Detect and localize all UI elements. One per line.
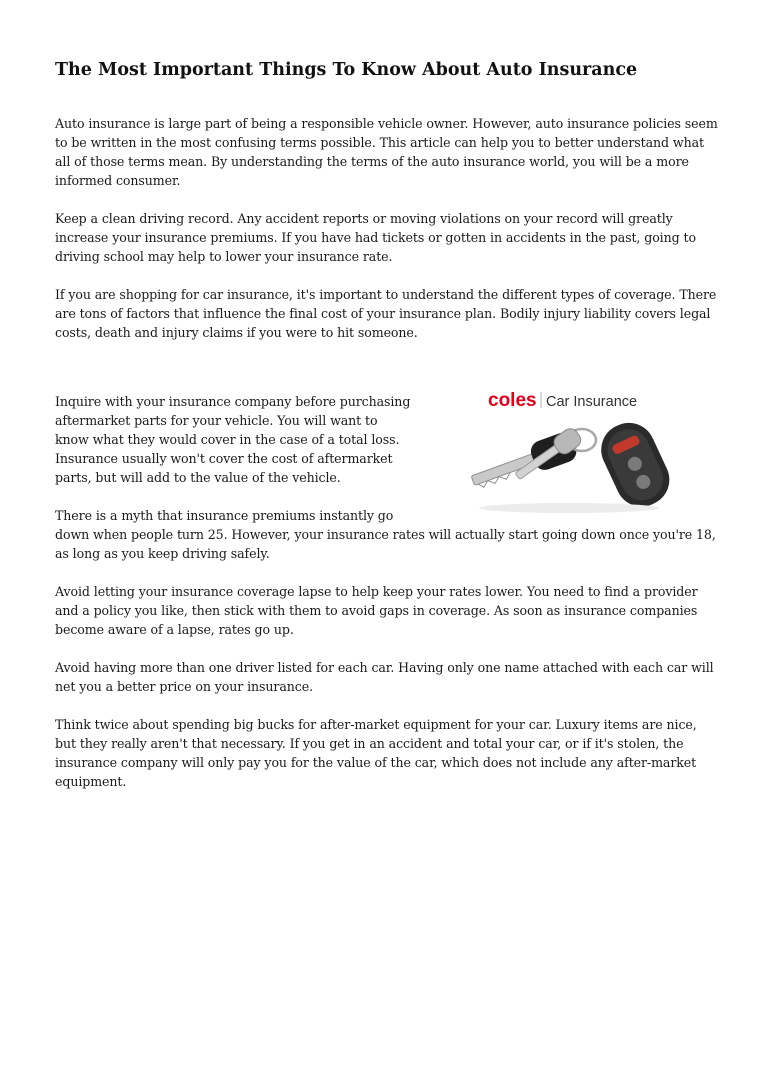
paragraph-age-myth-line1: There is a myth that insurance premiums instantly go [55, 508, 394, 523]
page-title: The Most Important Things To Know About Auto Insurance [55, 60, 638, 80]
document-page [55, 58, 719, 810]
car-keys-icon [449, 362, 675, 518]
car-insurance-image [449, 362, 675, 518]
paragraph-driving-record: Keep a clean driving record. Any accident reports or moving violations on your record will greatly increase your insurance premiums. If you have had tickets or gotten in accidents in the past, going to driving school may help to lower your insurance rate. [55, 211, 696, 264]
paragraph-coverage-types: If you are shopping for car insurance, it's important to understand the different types of coverage. There are tons of factors that influence the final cost of your insurance plan. Bodily injury liability covers legal costs, death and injury claims if you were to hit someone. [55, 287, 717, 340]
paragraph-aftermarket-equipment: Think twice about spending big bucks for after-market equipment for your car. Luxury items are nice, but they really aren't that necessary. If you get in an accident and total your car, or if it's stolen, the insurance company will only pay you for the value of the car, which does not include any after-market equipment. [55, 717, 697, 789]
paragraph-age-myth-rest: down when people turn 25. However, your insurance rates will actually start going down once you're 18, as long as you keep driving safely. [55, 527, 716, 561]
paragraph-aftermarket-parts: Inquire with your insurance company before purchasing aftermarket parts for your vehicle. You will want to know what they would cover in the case of a total loss. Insurance usually won't cover the cost of aftermarket parts, but will add to the value of the vehicle. [55, 394, 411, 485]
paragraph-one-driver: Avoid having more than one driver listed for each car. Having only one name attached with each car will net you a better price on your insurance. [55, 660, 714, 694]
paragraph-coverage-lapse: Avoid letting your insurance coverage lapse to help keep your rates lower. You need to find a provider and a policy you like, then stick with them to avoid gaps in coverage. As soon as insurance companies become aware of a lapse, rates go up. [55, 584, 698, 637]
paragraph-intro: Auto insurance is large part of being a responsible vehicle owner. However, auto insurance policies seem to be written in the most confusing terms possible. This article can help you to better understand what all of those terms mean. By understanding the terms of the auto insurance world, you will be a more informed consumer. [55, 116, 718, 188]
brand-logo-text: coles [488, 390, 537, 411]
image-text-block [55, 392, 719, 487]
brand-product-text: Car Insurance [546, 394, 638, 410]
